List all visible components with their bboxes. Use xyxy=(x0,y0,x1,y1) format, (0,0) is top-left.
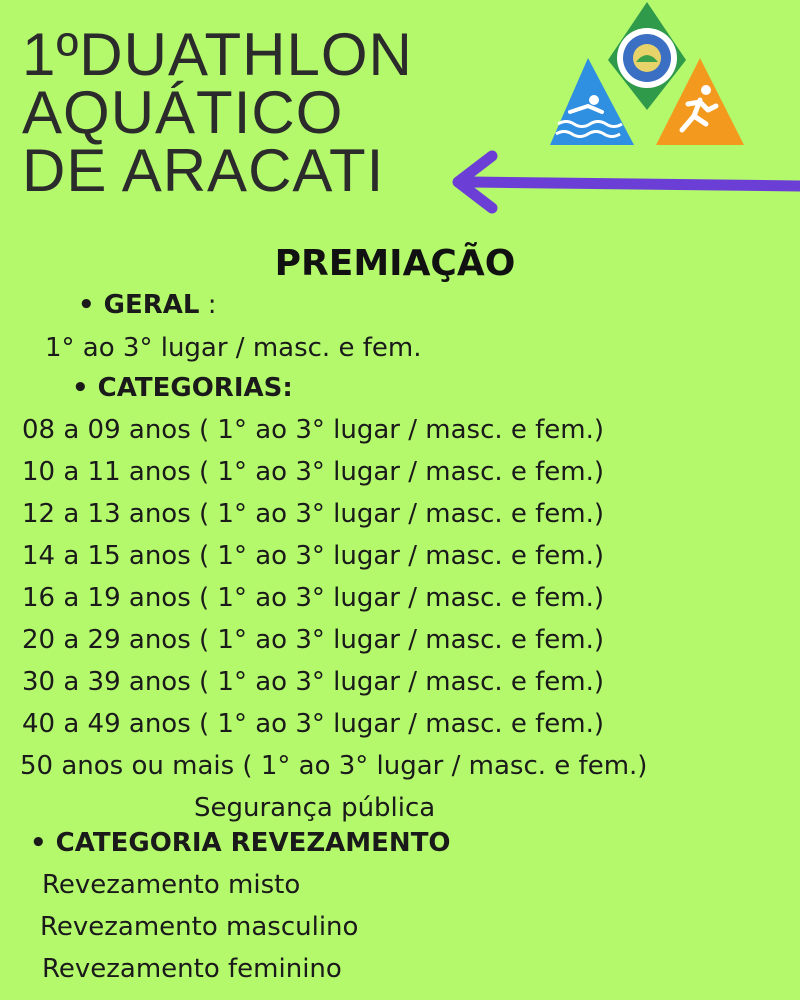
category-row: 50 anos ou mais ( 1° ao 3° lugar / masc. e fem.) xyxy=(20,751,648,781)
geral-suffix: : xyxy=(199,290,217,320)
seguranca-publica: Segurança pública xyxy=(194,793,436,823)
category-row: 16 a 19 anos ( 1° ao 3° lugar / masc. e fem.) xyxy=(22,583,605,613)
event-title xyxy=(22,21,413,204)
relay-item: Revezamento feminino xyxy=(42,954,342,984)
geral-label: • GERAL xyxy=(78,290,200,320)
title-line-2: AQUÁTICO xyxy=(22,79,344,146)
revezamento-label: • CATEGORIA REVEZAMENTO xyxy=(30,828,451,858)
category-row: 12 a 13 anos ( 1° ao 3° lugar / masc. e fem.) xyxy=(22,499,605,529)
category-row: 40 a 49 anos ( 1° ao 3° lugar / masc. e fem.) xyxy=(22,709,605,739)
relay-item: Revezamento masculino xyxy=(40,912,359,942)
relay-item: Revezamento misto xyxy=(42,870,301,900)
title-line-3: DE ARACATI xyxy=(22,137,385,204)
category-row: 08 a 09 anos ( 1° ao 3° lugar / masc. e fem.) xyxy=(22,415,605,445)
category-row: 14 a 15 anos ( 1° ao 3° lugar / masc. e fem.) xyxy=(22,541,605,571)
category-row: 10 a 11 anos ( 1° ao 3° lugar / masc. e fem.) xyxy=(22,457,605,487)
geral-detail: 1° ao 3° lugar / masc. e fem. xyxy=(45,333,422,363)
title-line-1: 1ºDUATHLON xyxy=(22,21,413,88)
geral-section xyxy=(78,290,217,320)
category-row: 20 a 29 anos ( 1° ao 3° lugar / masc. e fem.) xyxy=(22,625,605,655)
category-row: 30 a 39 anos ( 1° ao 3° lugar / masc. e fem.) xyxy=(22,667,605,697)
left-arrow-icon xyxy=(440,150,800,220)
awards-heading: PREMIAÇÃO xyxy=(274,243,516,284)
event-logo xyxy=(548,0,748,160)
categorias-label: • CATEGORIAS: xyxy=(72,373,293,403)
